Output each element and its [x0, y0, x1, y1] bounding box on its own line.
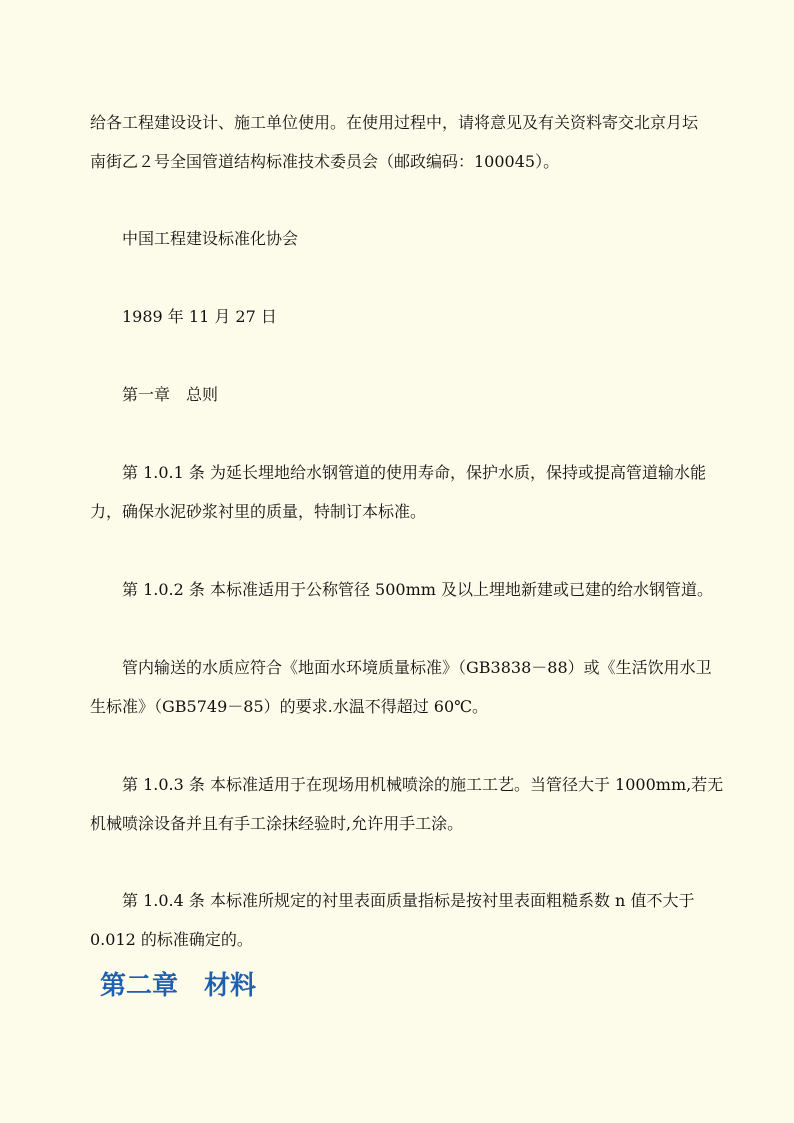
paragraph-chapter-one-title	[90, 375, 706, 414]
issue-date: 1989 年 11 月 27 日	[122, 307, 277, 326]
text-line: 0.012 的标准确定的。	[90, 930, 253, 949]
text-line: 第 1.0.4 条 本标准所规定的衬里表面质量指标是按衬里表面粗糙系数 n 值不大于	[122, 891, 695, 910]
text-line: 第 1.0.1 条 为延长埋地给水钢管道的使用寿命，保护水质，保持或提高管道输水能	[122, 463, 706, 482]
paragraph-water-quality	[90, 648, 712, 726]
text-line: 管内输送的水质应符合《地面水环境质量标准》（GB3838－88）或《生活饮用水卫	[122, 658, 712, 677]
text-line: 第 1.0.3 条 本标准适用于在现场用机械喷涂的施工工艺。当管径大于 1000mm,若无	[122, 775, 724, 794]
chapter-one-title: 第一章 总则	[122, 385, 219, 404]
text-line: 南街乙２号全国管道结构标准技术委员会（邮政编码：100045）。	[90, 152, 560, 171]
text-line: 机械喷涂设备并且有手工涂抹经验时,允许用手工涂。	[90, 814, 464, 833]
text-line: 第 1.0.2 条 本标准适用于公称管径 500mm 及以上埋地新建或已建的给水钢管道。	[122, 580, 714, 599]
paragraph-date	[90, 297, 706, 336]
paragraph-issuer	[90, 219, 706, 258]
text-line: 力，确保水泥砂浆衬里的质量，特制订本标准。	[90, 502, 427, 521]
paragraph-intro-continuation	[90, 103, 706, 181]
chapter-two-heading: 第二章 材料	[100, 971, 257, 1001]
paragraph-article-1-0-4	[90, 881, 706, 959]
paragraph-article-1-0-2	[90, 570, 714, 609]
text-line: 给各工程建设设计、施工单位使用。在使用过程中，请将意见及有关资料寄交北京月坛	[90, 113, 699, 132]
issuer-name: 中国工程建设标准化协会	[122, 229, 299, 248]
paragraph-article-1-0-1	[90, 453, 706, 531]
text-line: 生标准》（GB5749－85）的要求.水温不得超过 60℃。	[90, 697, 489, 716]
paragraph-article-1-0-3	[90, 765, 724, 843]
